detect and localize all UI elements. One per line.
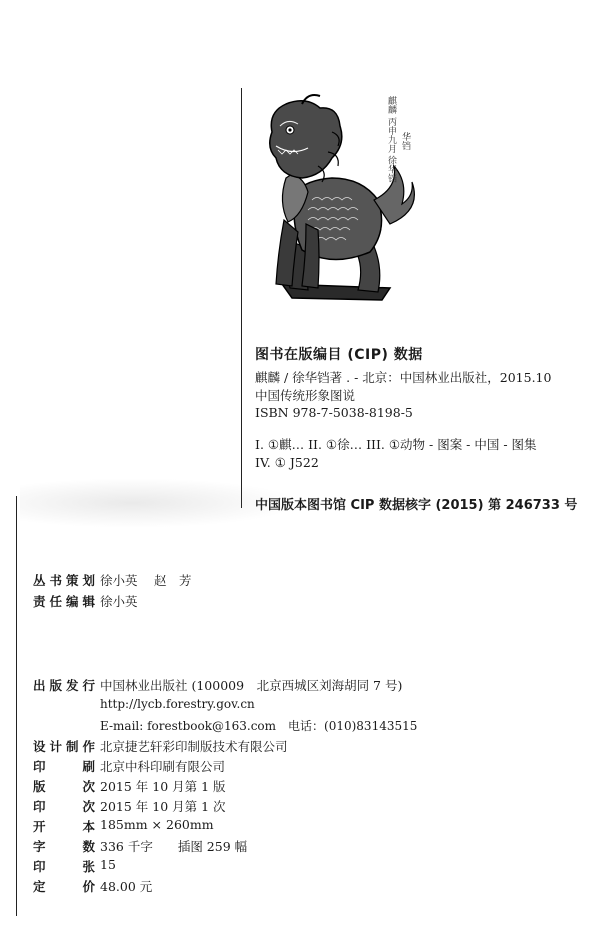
credit-label: 字 数 (33, 839, 95, 854)
cip-title: 图书在版编目 (CIP) 数据 (255, 347, 423, 363)
credit-value: 185mm × 260mm (100, 817, 214, 832)
credit-value: 48.00 元 (100, 879, 153, 894)
credit-value: 中国林业出版社 (100009 北京西城区刘海胡同 7 号) (100, 678, 403, 693)
qilin-illustration (262, 92, 432, 308)
bottom-vertical-rule (16, 496, 17, 916)
cip-record-number: 中国版本图书馆 CIP 数据核字 (2015) 第 246733 号 (255, 498, 578, 513)
qilin-drawing (262, 92, 432, 308)
credit-value: 15 (100, 857, 116, 872)
credit-label: 印 刷 (33, 759, 95, 774)
credit-value: 2015 年 10 月第 1 次 (100, 799, 226, 814)
credit-value: 北京中科印刷有限公司 (100, 759, 226, 774)
publisher-contact: E-mail: forestbook@163.com 电话：(010)83143515 (100, 719, 418, 733)
cip-line-1: 麒麟 / 徐华铛著 . - 北京：中国林业出版社，2015.10 (255, 370, 552, 385)
credit-value: 徐小英 赵 芳 (100, 573, 192, 588)
credit-label: 印 次 (33, 799, 95, 814)
credit-value: 徐小英 (100, 594, 138, 609)
credit-label: 出 版 发 行 (33, 678, 95, 693)
illustration-signature: 华铛 (400, 132, 410, 150)
cip-classification-1: I. ①麒… II. ①徐… III. ①动物 - 图案 - 中国 - 图集 (255, 437, 537, 452)
credit-label: 设 计 制 作 (33, 739, 95, 754)
publisher-website: http://lycb.forestry.gov.cn (100, 697, 255, 711)
credit-label: 版 次 (33, 779, 95, 794)
credit-label: 开 本 (33, 819, 95, 834)
illustration-inscription: 麒麟 丙申九月 徐华铛 (386, 96, 396, 183)
credit-value: 北京捷艺轩彩印制版技术有限公司 (100, 739, 288, 754)
scan-smudge (20, 478, 300, 528)
cip-line-2: 中国传统形象图说 (255, 388, 356, 403)
credit-label: 印 张 (33, 859, 95, 874)
top-vertical-rule (241, 88, 242, 508)
credit-label: 丛 书 策 划 (33, 573, 95, 588)
cip-isbn: ISBN 978-7-5038-8198-5 (255, 405, 413, 420)
cip-classification-2: IV. ① J522 (255, 455, 319, 470)
credit-value: 336 千字 插图 259 幅 (100, 839, 248, 854)
credit-label: 定 价 (33, 879, 95, 894)
credit-value: 2015 年 10 月第 1 版 (100, 779, 226, 794)
credit-label: 责 任 编 辑 (33, 594, 95, 609)
